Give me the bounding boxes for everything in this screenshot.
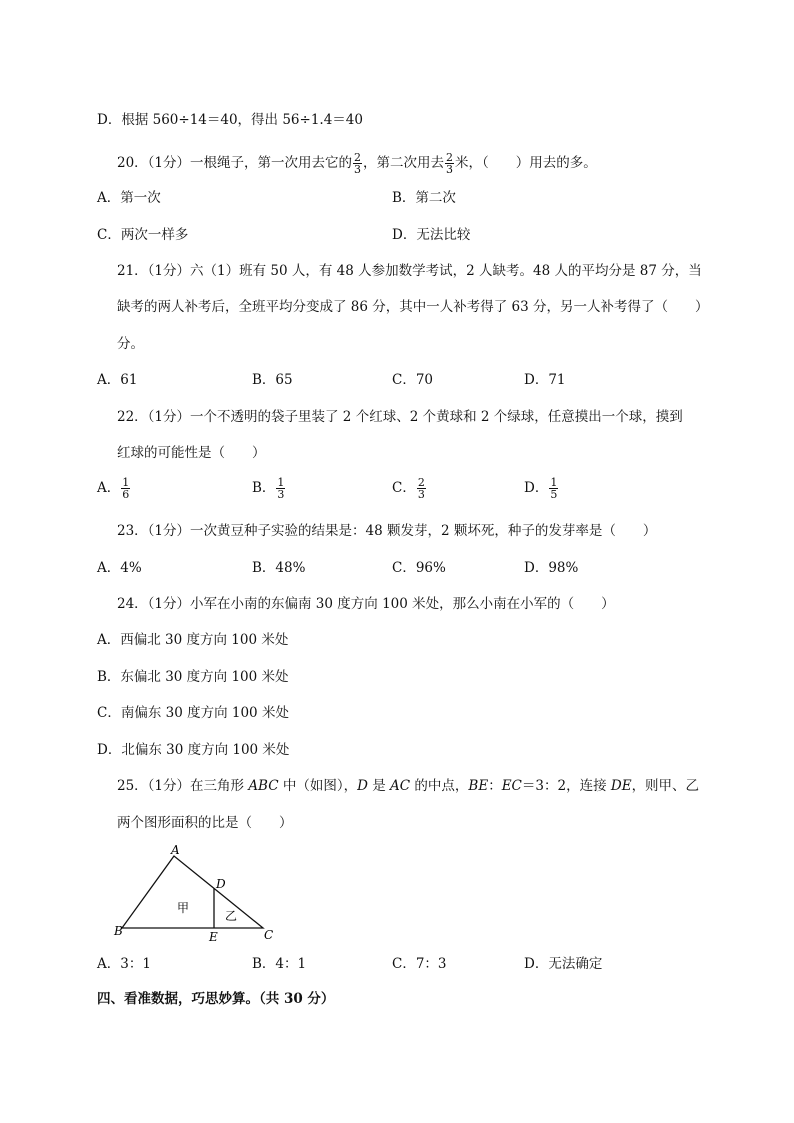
q19-option-d: D．根据 560÷14＝40，得出 56÷1.4＝40 [97, 112, 363, 128]
q21-option-d[interactable]: D．71 [524, 372, 566, 388]
q22-option-d-fraction: $\frac{1}{5}$ [550, 476, 558, 501]
q21-stem-line3: 分。 [117, 336, 144, 352]
q23-option-d[interactable]: D．98% [524, 560, 579, 576]
q23-option-a[interactable]: A．4% [97, 560, 142, 576]
q22-option-a-fraction: $\frac{1}{6}$ [122, 476, 130, 501]
q20-fraction-2: $\frac{2}{3}$ [446, 151, 454, 176]
q21-option-b[interactable]: B．65 [252, 372, 293, 388]
q23-stem: 23．（1分）一次黄豆种子实验的结果是：48 颗发芽，2 颗坏死，种子的发芽率是（ ） [117, 523, 657, 539]
label-d: D [216, 877, 226, 891]
q22-option-b-fraction: $\frac{1}{3}$ [277, 476, 285, 501]
q24-option-d[interactable]: D．北偏东 30 度方向 100 米处 [97, 742, 290, 758]
triangle-abc [122, 856, 263, 928]
q21-stem-line1: 21．（1分）六（1）班有 50 人，有 48 人参加数学考试，2 人缺考。48 人的平均分是 87 分，当 [117, 263, 702, 279]
q22-option-b[interactable]: B． $\frac{1}{3}$ [252, 476, 285, 501]
q24-option-a[interactable]: A．西偏北 30 度方向 100 米处 [97, 632, 289, 648]
q20-option-a[interactable]: A．第一次 [97, 190, 161, 206]
q21-stem-line2: 缺考的两人补考后，全班平均分变成了 86 分，其中一人补考得了 63 分，另一人补考得了（ ） [117, 299, 709, 315]
q25-option-b[interactable]: B．4：1 [252, 956, 307, 972]
q20-option-b[interactable]: B．第二次 [392, 190, 456, 206]
q24-option-b[interactable]: B．东偏北 30 度方向 100 米处 [97, 669, 289, 685]
q25-triangle-figure [110, 842, 290, 942]
q22-option-c[interactable]: C． $\frac{2}{3}$ [392, 476, 425, 501]
q20-fraction-1: $\frac{2}{3}$ [354, 151, 362, 176]
q22-stem-line2: 红球的可能性是（ ） [117, 445, 266, 461]
q20-stem-part1: 20．（1分）一根绳子，第一次用去它的 [117, 155, 353, 171]
q21-option-c[interactable]: C．70 [392, 372, 434, 388]
label-e: E [209, 930, 218, 942]
q22-stem-line1: 22．（1分）一个不透明的袋子里装了 2 个红球、2 个黄球和 2 个绿球，任意摸出一个球，摸到 [117, 409, 683, 425]
q22-option-d[interactable]: D． $\frac{1}{5}$ [524, 476, 558, 501]
q22-option-a[interactable]: A． $\frac{1}{6}$ [97, 476, 130, 501]
q25-stem-line1: 25．（1分）在三角形 ABC 中（如图），D 是 AC 的中点，BE：EC＝3：2，连接 DE，则甲、乙 [117, 778, 700, 794]
section-4-heading: 四、看准数据，巧思妙算。（共 30 分） [97, 991, 335, 1007]
q20-option-c[interactable]: C．两次一样多 [97, 227, 189, 243]
q20-stem-part2: ，第二次用去 [363, 155, 445, 171]
label-yi: 乙 [225, 909, 238, 923]
q23-option-b[interactable]: B．48% [252, 560, 306, 576]
q21-option-a[interactable]: A．61 [97, 372, 138, 388]
q20-stem-part3: 米，（ ）用去的多。 [455, 155, 597, 171]
q25-option-c[interactable]: C．7：3 [392, 956, 447, 972]
q25-option-a[interactable]: A．3：1 [97, 956, 151, 972]
q22-option-c-fraction: $\frac{2}{3}$ [417, 476, 425, 501]
q20-option-d[interactable]: D．无法比较 [392, 227, 471, 243]
q25-option-d[interactable]: D．无法确定 [524, 956, 603, 972]
q23-option-c[interactable]: C．96% [392, 560, 446, 576]
label-c: C [264, 928, 274, 942]
label-b: B [114, 924, 123, 938]
q24-stem: 24．（1分）小军在小南的东偏南 30 度方向 100 米处，那么小南在小军的（ ） [117, 596, 615, 612]
label-a: A [171, 843, 180, 857]
label-jia: 甲 [177, 901, 190, 915]
q25-stem-line2: 两个图形面积的比是（ ） [117, 815, 293, 831]
q24-option-c[interactable]: C．南偏东 30 度方向 100 米处 [97, 705, 289, 721]
q20-stem [117, 152, 597, 175]
